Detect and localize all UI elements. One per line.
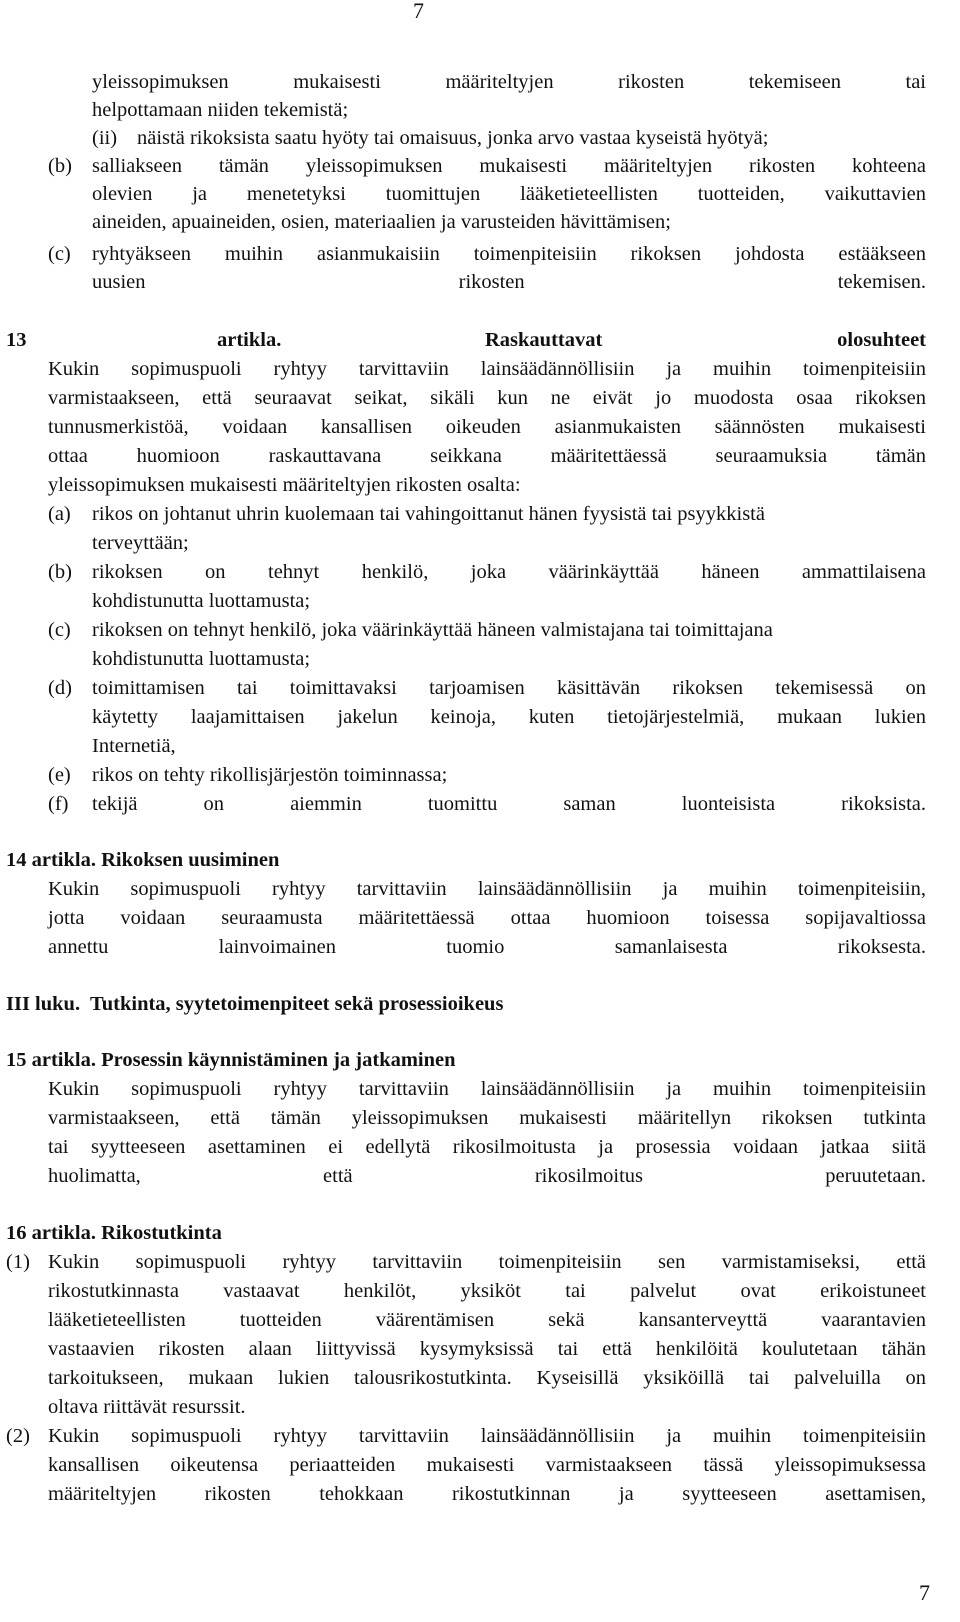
text-line: yleissopimuksen mukaisesti määriteltyjen rikosten tekemiseen tai (92, 71, 926, 93)
article-number: 13 (6, 329, 27, 351)
text-line: varmistaakseen, että seuraavat seikat, sikäli kun ne eivät jo muodosta osaa rikoksen (48, 387, 926, 409)
text-line: rikos on tehty rikollisjärjestön toiminnassa; (92, 764, 448, 786)
text-line: tekijä on aiemmin tuomittu saman luonteisista rikoksista. (92, 793, 926, 815)
text-line: uusien rikosten tekemisen. (92, 271, 926, 293)
text-line: näistä rikoksista saatu hyöty tai omaisuus, jonka arvo vastaa kyseistä hyötyä; (137, 127, 769, 149)
item-label: (2) (6, 1425, 30, 1447)
article-heading: 16 artikla. Rikostutkinta (6, 1222, 222, 1244)
text-line: vastaavien rikosten alaan liittyvissä kysymyksissä tai että henkilöitä koulutetaan tähän (48, 1338, 926, 1360)
item-label: (d) (48, 677, 72, 699)
text-line: jotta voidaan seuraamusta määritettäessä ottaa huomioon toisessa sopijavaltiossa (48, 907, 926, 929)
page-number-bottom: 7 (919, 1580, 930, 1605)
page-number-top: 7 (413, 0, 424, 23)
text-line: salliakseen tämän yleissopimuksen mukaisesti määriteltyjen rikosten kohteena (92, 155, 926, 177)
text-line: lääketieteellisten tuotteiden väärentämisen sekä kansanterveyttä vaarantavien (48, 1309, 926, 1331)
item-label: (1) (6, 1251, 30, 1273)
article-heading: 15 artikla. Prosessin käynnistäminen ja jatkaminen (6, 1049, 456, 1071)
text-line: määriteltyjen rikosten tehokkaan rikostutkinnan ja syytteeseen asettamisen, (48, 1483, 926, 1505)
article-title: Raskauttavat (485, 329, 603, 351)
text-line: Internetiä, (92, 735, 176, 757)
text-line: rikoksen on tehnyt henkilö, joka väärinkäyttää häneen valmistajana tai toimittajana (92, 619, 773, 641)
text-line: Kukin sopimuspuoli ryhtyy tarvittaviin lainsäädännöllisiin ja muihin toimenpiteisiin (48, 1425, 926, 1447)
text-line: kohdistunutta luottamusta; (92, 648, 311, 670)
text-line: tarkoitukseen, mukaan lukien talousrikostutkinta. Kyseisillä yksiköillä tai palveluilla on (48, 1367, 926, 1389)
text-line: yleissopimuksen mukaisesti määriteltyjen rikosten osalta: (48, 474, 521, 496)
text-line: oltava riittävät resurssit. (48, 1396, 246, 1418)
text-line: kansallisen oikeutensa periaatteiden mukaisesti varmistaakseen tässä yleissopimuksessa (48, 1454, 926, 1476)
text-line: ottaa huomioon raskauttavana seikkana määritettäessä seuraamuksia tämän (48, 445, 926, 467)
text-line: Kukin sopimuspuoli ryhtyy tarvittaviin toimenpiteisiin sen varmistamiseksi, että (48, 1251, 926, 1273)
text-line: kohdistunutta luottamusta; (92, 590, 311, 612)
text-line: rikoksen on tehnyt henkilö, joka väärinkäyttää häneen ammattilaisena (92, 561, 926, 583)
article-heading: 14 artikla. Rikoksen uusiminen (6, 849, 280, 871)
text-line: Kukin sopimuspuoli ryhtyy tarvittaviin lainsäädännöllisiin ja muihin toimenpiteisiin (48, 1078, 926, 1100)
text-line: ryhtyäkseen muihin asianmukaisiin toimenpiteisiin rikoksen johdosta estääkseen (92, 243, 926, 265)
text-line: käytetty laajamittaisen jakelun keinoja, kuten tietojärjestelmiä, mukaan lukien (92, 706, 926, 728)
text-line: huolimatta, että rikosilmoitus peruutetaan. (48, 1165, 926, 1187)
item-label: (f) (48, 793, 69, 815)
text-line: rikos on johtanut uhrin kuolemaan tai vahingoittanut hänen fyysistä tai psyykkistä (92, 503, 765, 525)
item-label: (b) (48, 561, 72, 583)
text-line: Kukin sopimuspuoli ryhtyy tarvittaviin lainsäädännöllisiin ja muihin toimenpiteisiin (48, 358, 926, 380)
item-label: (c) (48, 619, 71, 641)
text-line: aineiden, apuaineiden, osien, materiaalien ja varusteiden hävittämisen; (92, 211, 671, 233)
article-word: artikla. (217, 329, 282, 351)
article-title-2: olosuhteet (837, 329, 926, 351)
item-label: (a) (48, 503, 71, 525)
text-line: rikostutkinnasta vastaavat henkilöt, yksiköt tai palvelut ovat erikoistuneet (48, 1280, 926, 1302)
article-heading (6, 326, 926, 354)
text-line: annettu lainvoimainen tuomio samanlaisesta rikoksesta. (48, 936, 926, 958)
text-line: olevien ja menetetyksi tuomittujen lääketieteellisten tuotteiden, vaikuttavien (92, 183, 926, 205)
text-line: helpottamaan niiden tekemistä; (92, 99, 349, 121)
item-label: (e) (48, 764, 71, 786)
text-line: varmistaakseen, että tämän yleissopimuksen mukaisesti määritellyn rikoksen tutkinta (48, 1107, 926, 1129)
chapter-heading: III luku. Tutkinta, syytetoimenpiteet sekä prosessioikeus (6, 993, 504, 1015)
text-line: terveyttään; (92, 532, 189, 554)
text-line: Kukin sopimuspuoli ryhtyy tarvittaviin lainsäädännöllisiin ja muihin toimenpiteisiin, (48, 878, 926, 900)
item-label: (ii) (92, 127, 118, 149)
text-line: tunnusmerkistöä, voidaan kansallisen oikeuden asianmukaisten säännösten mukaisesti (48, 416, 926, 438)
item-label: (c) (48, 243, 71, 265)
item-label: (b) (48, 155, 72, 177)
text-line: toimittamisen tai toimittavaksi tarjoamisen käsittävän rikoksen tekemisessä on (92, 677, 926, 699)
text-line: tai syytteeseen asettaminen ei edellytä rikosilmoitusta ja prosessia voidaan jatkaa siitä (48, 1136, 926, 1158)
